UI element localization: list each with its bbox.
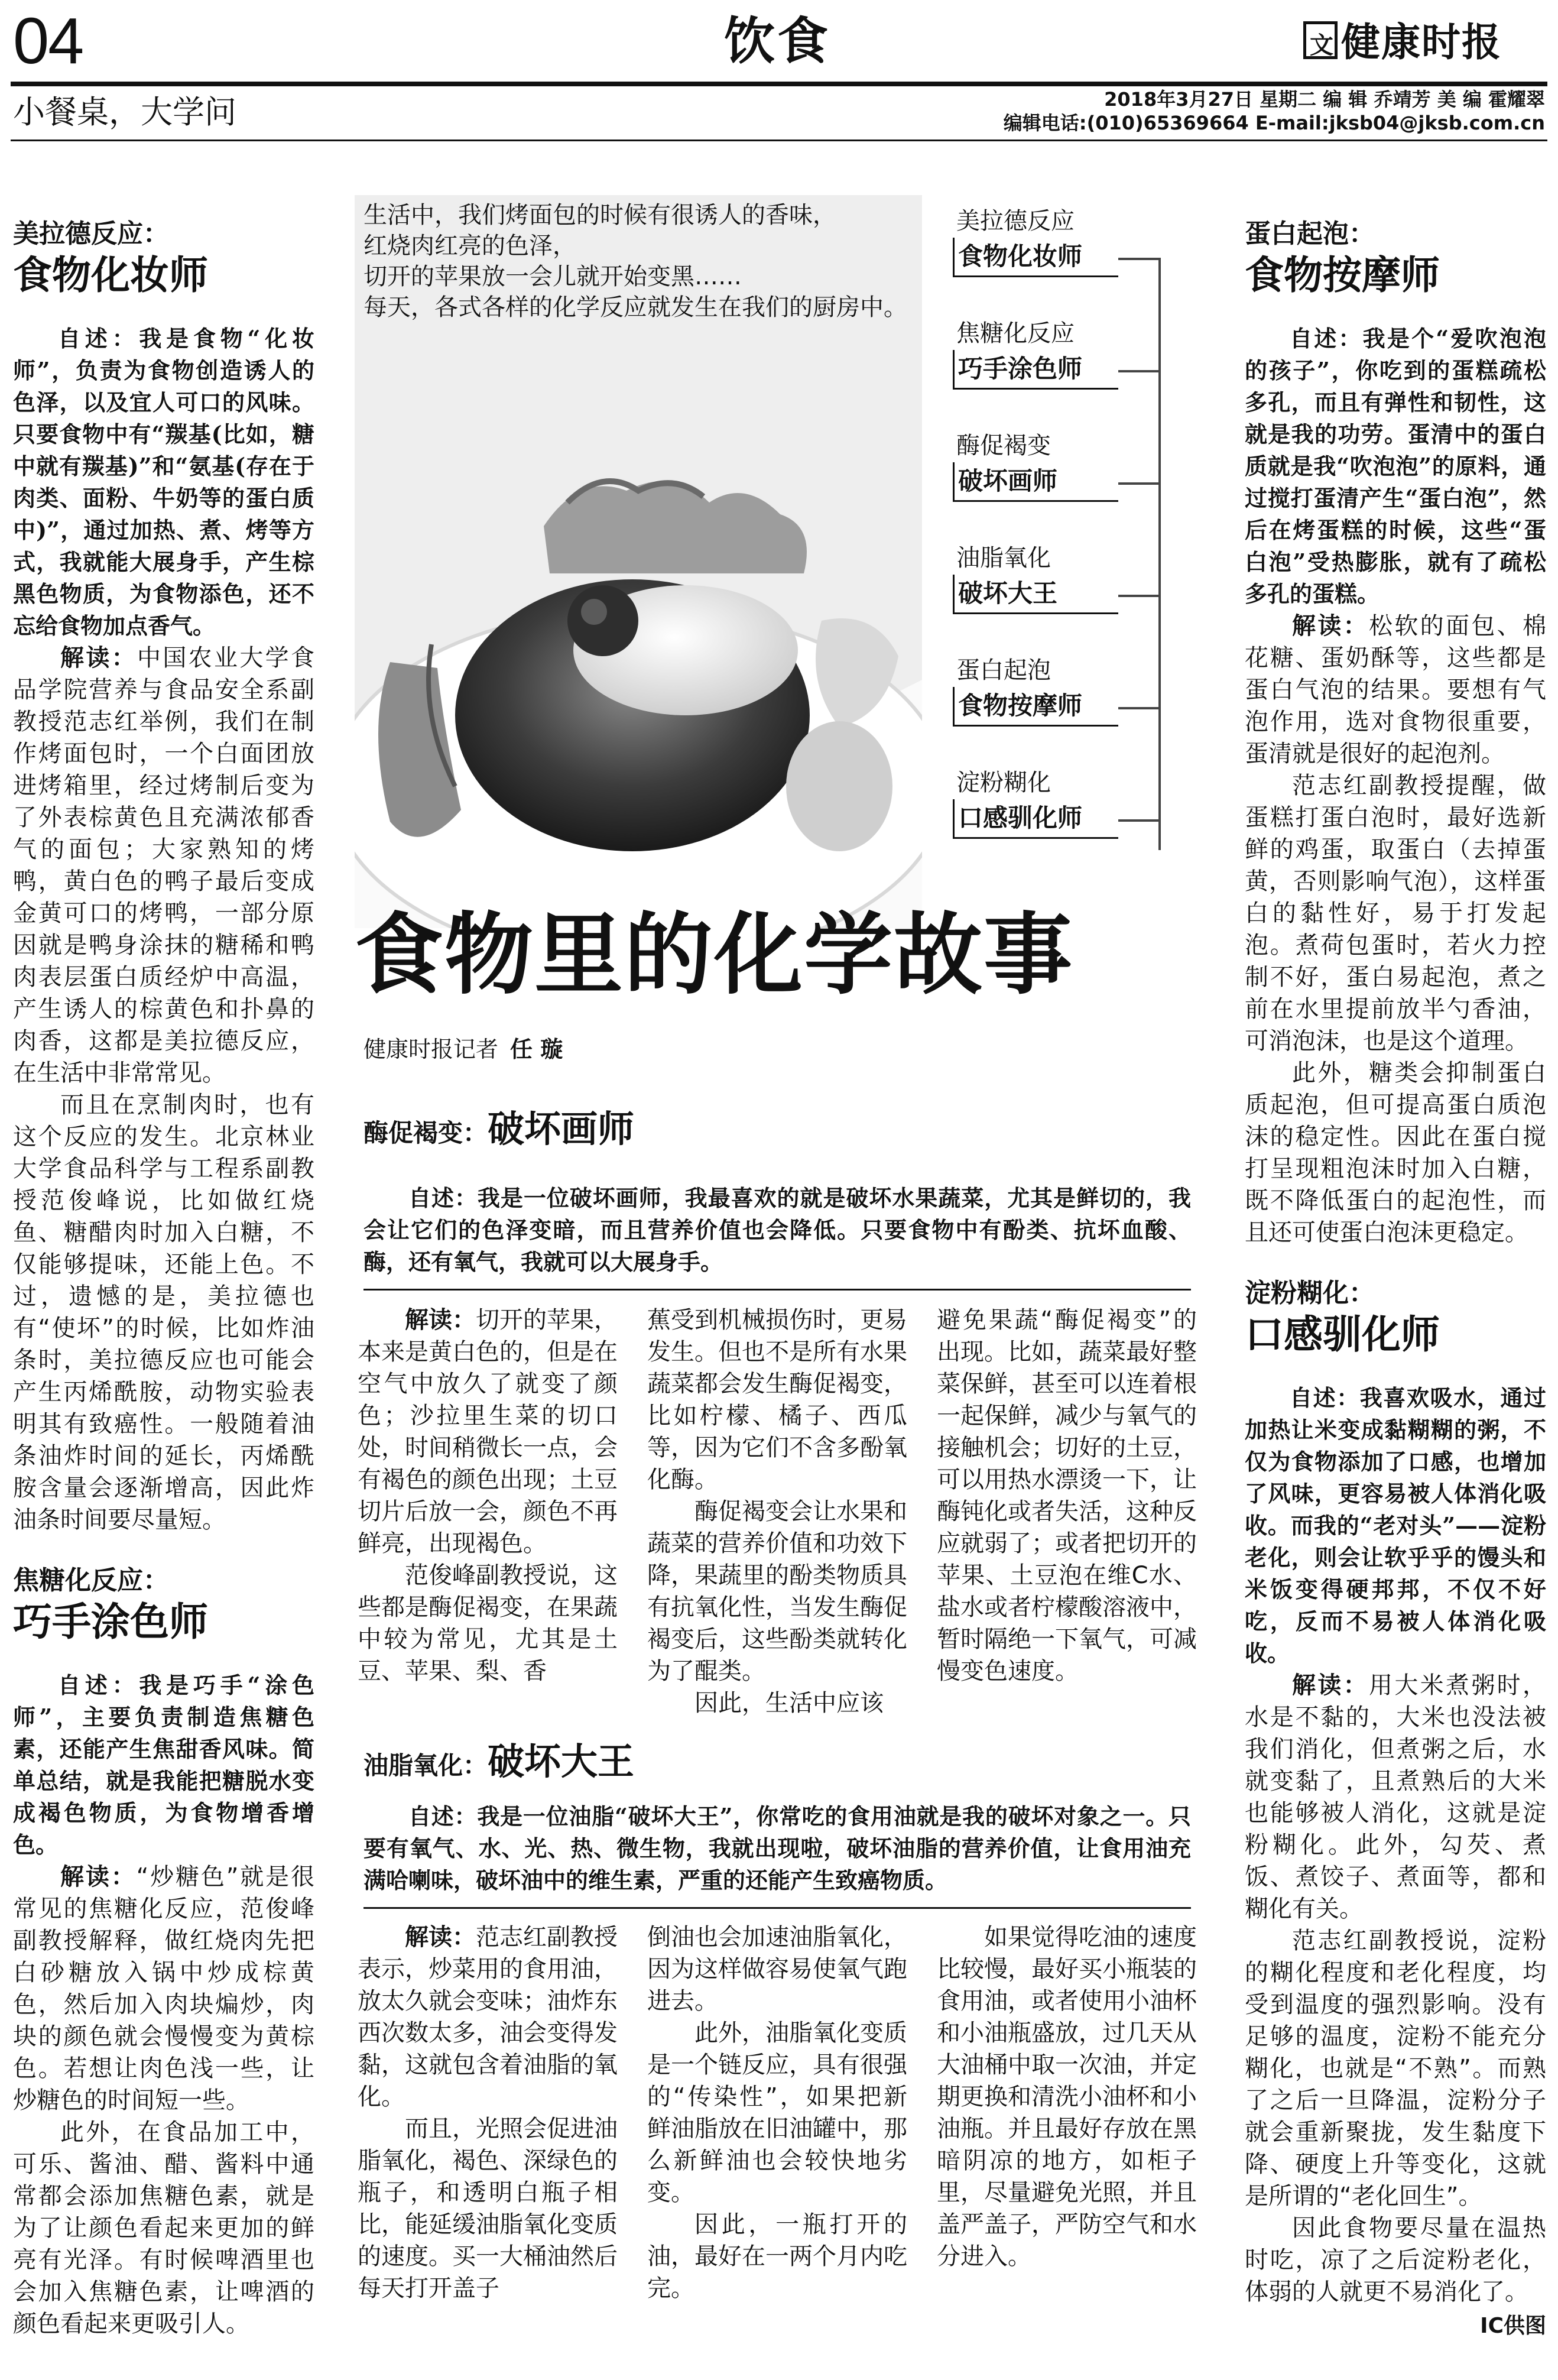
toc-item bbox=[953, 766, 1118, 839]
toc-connector bbox=[1118, 819, 1160, 822]
section-headline: 食物化妆师 bbox=[13, 252, 208, 298]
section-kicker: 淀粉糊化： bbox=[1245, 1278, 1375, 1308]
interpretation-label: 解读： bbox=[1292, 612, 1369, 640]
toc-kicker: 油脂氧化 bbox=[956, 544, 1051, 572]
section-headline: 口感驯化师 bbox=[1245, 1311, 1440, 1357]
toc-headline: 食物按摩师 bbox=[953, 687, 1118, 727]
toc-headline: 口感驯化师 bbox=[953, 799, 1118, 839]
intro-line: 红烧肉红亮的色泽， bbox=[363, 232, 576, 260]
toc-item bbox=[953, 429, 1118, 502]
section-title: 饮食 bbox=[724, 12, 830, 71]
self-narration: 自述：我喜欢吸水，通过加热让米变成黏糊糊的粥，不仅为食物添加了口感，也增加了风味，更容易被人体消化吸收。而我的“老对头”——淀粉老化，则会让软乎乎的馒头和米饭变得硬邦邦，不仅不好吃，反而不易被人体消化吸收。 bbox=[1245, 1384, 1546, 1666]
divider bbox=[363, 1289, 1191, 1290]
section-headline: 巧手涂色师 bbox=[13, 1598, 208, 1645]
toc-headline: 破坏画师 bbox=[953, 462, 1118, 502]
paragraph: 松软的面包、棉花糖、蛋奶酥等，这些都是蛋白气泡的结果。要想有气泡作用，选对食物很重要，蛋清就是很好的起泡剂。 bbox=[1245, 612, 1546, 767]
toc-connector bbox=[1118, 707, 1160, 709]
paragraph: 范志红副教授提醒，做蛋糕打蛋白泡时，最好选新鲜的鸡蛋，取蛋白（去掉蛋黄，否则影响气泡），这样蛋白的黏性好，易于打发起泡。煮荷包蛋时，若火力控制不好，蛋白易起泡，煮之前在水里提前放半勺香油，可消泡沫，也是这个道理。 bbox=[1245, 772, 1546, 1055]
self-narration: 自述：我是巧手“涂色师”，主要负责制造焦糖色素，还能产生焦甜香风味。简单总结，就是我能把糖脱水变成褐色物质，为食物增香增色。 bbox=[13, 1672, 314, 1858]
header-rule bbox=[11, 82, 1547, 86]
self-narration: 自述：我是一位油脂“破坏大王”，你常吃的食用油就是我的破坏对象之一。只要有氧气、水、光、热、微生物，我就出现啦，破坏油脂的营养价值，让食用油充满哈喇味，破坏油中的维生素，严重的还能产生致癌物质。 bbox=[363, 1803, 1191, 1893]
paragraph: 范俊峰副教授说，这些都是酶促褐变，在果蔬中较为常见，尤其是土豆、苹果、梨、香 bbox=[358, 1562, 618, 1685]
intro-line: 切开的苹果放一会儿就开始变黑…… bbox=[363, 263, 742, 290]
toc-connector bbox=[1118, 258, 1160, 260]
paragraph: 切开的苹果，本来是黄白色的，但是在空气中放久了就变了颜色；沙拉里生菜的切口处，时间稍微长一点，会有褐色的颜色出现；土豆切片后放一会，颜色不再鲜亮，出现褐色。 bbox=[358, 1306, 618, 1557]
left-column bbox=[13, 218, 314, 2340]
toc-headline: 巧手涂色师 bbox=[953, 350, 1118, 390]
section-kicker: 油脂氧化： bbox=[363, 1751, 488, 1780]
editor-contact: 编辑电话:(010)65369664 E-mail:jksb04@jksb.com.cn bbox=[1003, 112, 1545, 134]
toc-kicker: 淀粉糊化 bbox=[956, 769, 1051, 796]
paragraph: 如果觉得吃油的速度比较慢，最好买小瓶装的食用油，或者使用小油杯和小油瓶盛放，过几天从大油桶中取一次油，并定期更换和清洗小油杯和小油瓶。并且最好存放在黑暗阴凉的地方，如柜子里，尽量避免光照，并且盖严盖子，严防空气和水分进入。 bbox=[937, 1924, 1197, 2270]
paragraph: 范志红副教授表示，炒菜用的食用油，放太久就会变味；油炸东西次数太多，油会变得发黏，这就包含着油脂的氧化。 bbox=[358, 1924, 618, 2110]
article-body bbox=[1245, 610, 1546, 1249]
interpretation-label: 解读： bbox=[1292, 1672, 1369, 1699]
toc-connector bbox=[1118, 370, 1160, 372]
paragraph: 范志红副教授说，淀粉的糊化程度和老化程度，均受到温度的强烈影响。没有足够的温度，淀粉不能充分糊化，也就是“不熟”。而熟了之后一旦降温，淀粉分子就会重新聚拢，发生黏度下降、硬度上升等变化，这就是所谓的“老化回生”。 bbox=[1245, 1927, 1546, 2210]
self-narration: 自述：我是个“爱吹泡泡的孩子”，你吃到的蛋糕疏松多孔，而且有弹性和韧性，这就是我的功劳。蛋清中的蛋白质就是我“吹泡泡”的原料，通过搅打蛋清产生“蛋白泡”，然后在烤蛋糕的时候，这些“蛋白泡”受热膨胀，就有了疏松多孔的蛋糕。 bbox=[1245, 325, 1546, 607]
section-kicker: 美拉德反应： bbox=[13, 219, 169, 249]
toc-item bbox=[953, 317, 1118, 390]
toc-item bbox=[953, 542, 1118, 614]
intro-line: 生活中，我们烤面包的时候有很诱人的香味， bbox=[363, 202, 836, 229]
self-narration: 自述：我是一位破坏画师，我最喜欢的就是破坏水果蔬菜，尤其是鲜切的，我会让它们的色泽变暗，而且营养价值也会降低。只要食物中有酚类、抗坏血酸、酶，还有氧气，我就可以大展身手。 bbox=[363, 1185, 1191, 1275]
article-body bbox=[13, 1861, 314, 2340]
section-kicker: 蛋白起泡： bbox=[1245, 219, 1375, 249]
paragraph: 因此食物要尽量在温热时吃，凉了之后淀粉老化，体弱的人就更不易消化了。 bbox=[1245, 2214, 1546, 2306]
byline-label: 健康时报记者 bbox=[363, 1036, 499, 1062]
article-column bbox=[358, 1304, 618, 1687]
paragraph: 此外，在食品加工中，可乐、酱油、醋、酱料中通常都会添加焦糖色素，就是为了让颜色看起来更加的鲜亮有光泽。有时候啤酒里也会加入焦糖色素，让啤酒的颜色看起来更吸引人。 bbox=[13, 2119, 314, 2337]
toc-connector bbox=[1118, 482, 1160, 485]
byline-name: 任 璇 bbox=[510, 1036, 563, 1062]
article-body bbox=[13, 642, 314, 1536]
paragraph: 而且在烹制肉时，也有这个反应的发生。北京林业大学食品科学与工程系副教授范俊峰说，比如做红烧鱼、糖醋肉时加入白糖，不仅能够提味，还能上色。不过，遗憾的是，美拉德也有“使坏”的时候，比如炸油条时，美拉德反应也可能会产生丙烯酰胺，动物实验表明其有致癌性。一般随着油条油炸时间的延长，丙烯酰胺含量会逐渐增高，因此炸油条时间要尽量短。 bbox=[13, 1091, 314, 1533]
section-kicker: 焦糖化反应： bbox=[13, 1565, 169, 1596]
main-title: 食物里的化学故事 bbox=[355, 903, 1074, 1007]
right-column bbox=[1245, 218, 1546, 2341]
toc-kicker: 酶促褐变 bbox=[956, 432, 1051, 459]
interpretation-label: 解读： bbox=[60, 1863, 137, 1891]
article-column bbox=[937, 1304, 1197, 1687]
paragraph: 蕉受到机械损伤时，更易发生。但也不是所有水果蔬菜都会发生酶促褐变，比如柠檬、橘子、西瓜等，因为它们不含多酚氧化酶。 bbox=[647, 1306, 907, 1493]
toc-item bbox=[953, 205, 1118, 277]
paragraph: 此外，油脂氧化变质是一个链反应，具有很强的“传染性”，如果把新鲜油脂放在旧油罐中，那么新鲜油也会较快地劣变。 bbox=[647, 2019, 907, 2206]
toc-kicker: 美拉德反应 bbox=[956, 207, 1075, 235]
dateline: 2018年3月27日 星期二 编 辑 乔靖芳 美 编 霍耀翠 bbox=[1104, 88, 1545, 111]
header-rule-thin bbox=[11, 140, 1547, 141]
section-headline: 破坏画师 bbox=[488, 1107, 635, 1150]
paragraph: 此外，糖类会抑制蛋白质起泡，但可提高蛋白质泡沫的稳定性。因此在蛋白搅打呈现粗泡沫时加入白糖，既不降低蛋白的起泡性，而且还可使蛋白泡沫更稳定。 bbox=[1245, 1059, 1546, 1246]
byline bbox=[363, 1035, 563, 1064]
article-column bbox=[647, 1921, 907, 2304]
masthead-mark-icon: 文 bbox=[1303, 21, 1338, 59]
article-body bbox=[1245, 1669, 1546, 2308]
toc-kicker: 蛋白起泡 bbox=[956, 657, 1051, 684]
article-column bbox=[937, 1921, 1197, 2272]
section-heading bbox=[363, 1105, 634, 1157]
section-kicker: 酶促褐变： bbox=[363, 1118, 488, 1147]
paragraph: 而且，光照会促进油脂氧化，褐色、深绿色的瓶子，和透明白瓶子相比，能延缓油脂氧化变质的速度。买一大桶油然后每天打开盖子 bbox=[358, 2115, 618, 2302]
toc-kicker: 焦糖化反应 bbox=[956, 320, 1075, 347]
page-number: 04 bbox=[13, 5, 83, 77]
toc-connector bbox=[1118, 595, 1160, 597]
toc-item bbox=[953, 654, 1118, 727]
paragraph: 用大米煮粥时，水是不黏的，大米也没法被我们消化，但煮粥之后，水就变黏了，且煮熟后的大米也能够被人消化，这就是淀粉糊化。此外，勾芡、煮饭、煮饺子、煮面等，都和糊化有关。 bbox=[1245, 1672, 1546, 1922]
article-column bbox=[647, 1304, 907, 1719]
article-column bbox=[358, 1921, 618, 2304]
paragraph: 因此，一瓶打开的油，最好在一两个月内吃完。 bbox=[647, 2211, 907, 2302]
paragraph: 倒油也会加速油脂氧化，因为这样做容易使氧气跑进去。 bbox=[647, 1924, 907, 2015]
interpretation-label: 解读： bbox=[60, 644, 137, 672]
interpretation-label: 解读： bbox=[405, 1924, 476, 1951]
intro-line: 每天，各式各样的化学反应就发生在我们的厨房中。 bbox=[363, 294, 907, 321]
photo-credit: IC供图 bbox=[1480, 2314, 1546, 2338]
paragraph: 避免果蔬“酶促褐变”的出现。比如，蔬菜最好整菜保鲜，甚至可以连着根一起保鲜，减少与氧气的接触机会；切好的土豆，可以用热水漂烫一下，让酶钝化或者失活，这种反应就弱了；或者把切开的苹果、土豆泡在维C水、盐水或者柠檬酸溶液中，暂时隔绝一下氧气，可减慢变色速度。 bbox=[937, 1306, 1197, 1685]
divider bbox=[363, 1907, 1191, 1909]
page-subtitle: 小餐桌，大学问 bbox=[13, 93, 236, 131]
interpretation-label: 解读： bbox=[405, 1306, 476, 1334]
self-narration: 自述：我是食物“化妆师”，负责为食物创造诱人的色泽，以及宜人可口的风味。只要食物中有“羰基(比如，糖中就有羰基)”和“氨基(存在于肉类、面粉、牛奶等的蛋白质中)”，通过加热、煮、烤等方式，我就能大展身手，产生棕黑色物质，为食物添色，还不忘给食物加点香气。 bbox=[13, 325, 314, 639]
masthead-logo bbox=[1303, 21, 1546, 71]
paragraph: 中国农业大学食品学院营养与食品安全系副教授范志红举例，我们在制作烤面包时，一个白面团放进烤箱里，经过烤制后变为了外表棕黄色且充满浓郁香气的面包；大家熟知的烤鸭，黄白色的鸭子最后变成金黄可口的烤鸭，一部分原因就是鸭身涂抹的糖稀和鸭肉表层蛋白质经炉中高温，产生诱人的棕黄色和扑鼻的肉香，这都是美拉德反应，在生活中非常常见。 bbox=[13, 644, 314, 1087]
section-headline: 破坏大王 bbox=[488, 1740, 635, 1783]
toc-bracket bbox=[1158, 258, 1161, 850]
toc-headline: 破坏大王 bbox=[953, 575, 1118, 614]
paragraph: 酶促褐变会让水果和蔬菜的营养价值和功效下降，果蔬里的酚类物质具有抗氧化性，当发生酶促褐变后，这些酚类就转化为了醌类。 bbox=[647, 1498, 907, 1685]
masthead-name: 健康时报 bbox=[1341, 19, 1502, 65]
article-intro bbox=[363, 200, 943, 323]
section-headline: 食物按摩师 bbox=[1245, 252, 1440, 298]
section-heading bbox=[363, 1738, 634, 1789]
toc-headline: 食物化妆师 bbox=[953, 238, 1118, 277]
paragraph: “炒糖色”就是很常见的焦糖化反应，范俊峰副教授解释，做红烧肉先把白砂糖放入锅中炒成棕黄色，然后加入肉块煸炒，肉块的颜色就会慢慢变为黄棕色。若想让肉色浅一些，让炒糖色的时间短一些。 bbox=[13, 1863, 315, 2114]
paragraph: 因此，生活中应该 bbox=[694, 1690, 884, 1717]
